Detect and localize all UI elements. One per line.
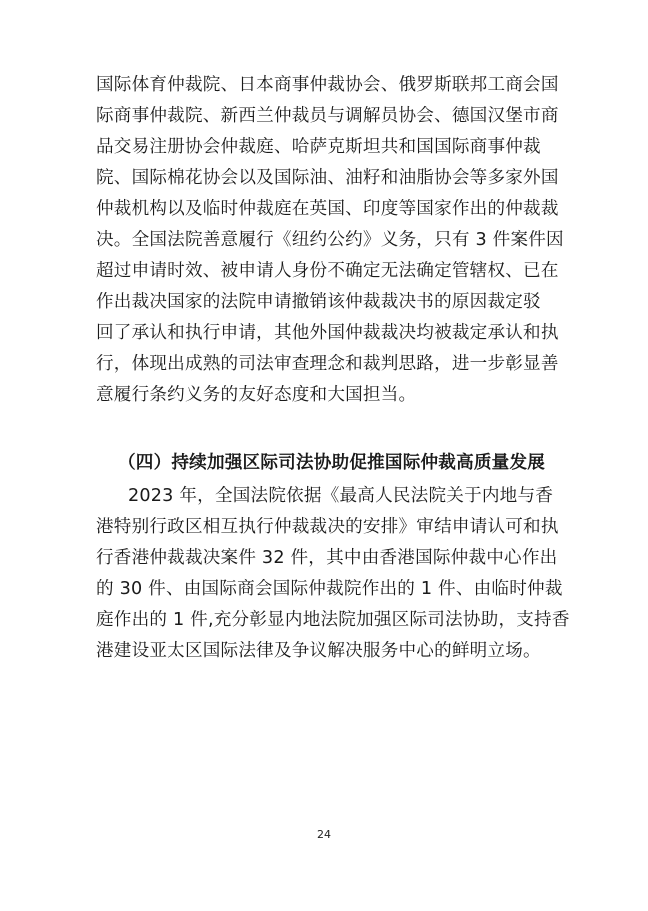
paragraph-2-line-5: 庭作出的 1 件,充分彰显内地法院加强区际司法协助，支持香 bbox=[96, 610, 570, 630]
section-heading: （四）持续加强区际司法协助促推国际仲裁高质量发展 bbox=[118, 453, 546, 473]
paragraph-1-line-9: 回了承认和执行申请，其他外国仲裁裁决均被裁定承认和执 bbox=[96, 323, 559, 343]
paragraph-1-line-1: 国际体育仲裁院、日本商事仲裁协会、俄罗斯联邦工商会国 bbox=[96, 75, 559, 95]
paragraph-1-line-5: 仲裁机构以及临时仲裁庭在英国、印度等国家作出的仲裁裁 bbox=[96, 199, 559, 219]
paragraph-2-line-6: 港建设亚太区国际法律及争议解决服务中心的鲜明立场。 bbox=[96, 641, 541, 661]
paragraph-2-line-4: 的 30 件、由国际商会国际仲裁院作出的 1 件、由临时仲裁 bbox=[96, 579, 563, 599]
paragraph-1-line-7: 超过申请时效、被申请人身份不确定无法确定管辖权、已在 bbox=[96, 261, 559, 281]
paragraph-2-line-2: 港特别行政区相互执行仲裁裁决的安排》审结申请认可和执 bbox=[96, 517, 559, 537]
paragraph-1-line-8: 作出裁决国家的法院申请撤销该仲裁裁决书的原因裁定驳 bbox=[96, 292, 541, 312]
page-number: 24 bbox=[317, 828, 331, 841]
paragraph-1-line-10: 行，体现出成熟的司法审查理念和裁判思路，进一步彰显善 bbox=[96, 354, 559, 374]
paragraph-1-line-3: 品交易注册协会仲裁庭、哈萨克斯坦共和国国际商事仲裁 bbox=[96, 137, 541, 157]
paragraph-1-line-4: 院、国际棉花协会以及国际油、油籽和油脂协会等多家外国 bbox=[96, 168, 559, 188]
paragraph-1-line-6: 决。全国法院善意履行《纽约公约》义务，只有 3 件案件因 bbox=[96, 230, 564, 250]
paragraph-2-line-3: 行香港仲裁裁决案件 32 件，其中由香港国际仲裁中心作出 bbox=[96, 548, 558, 568]
paragraph-1-line-2: 际商事仲裁院、新西兰仲裁员与调解员协会、德国汉堡市商 bbox=[96, 106, 559, 126]
paragraph-2-line-1: 2023 年，全国法院依据《最高人民法院关于内地与香 bbox=[128, 486, 554, 506]
paragraph-1-line-11: 意履行条约义务的友好态度和大国担当。 bbox=[96, 385, 417, 405]
